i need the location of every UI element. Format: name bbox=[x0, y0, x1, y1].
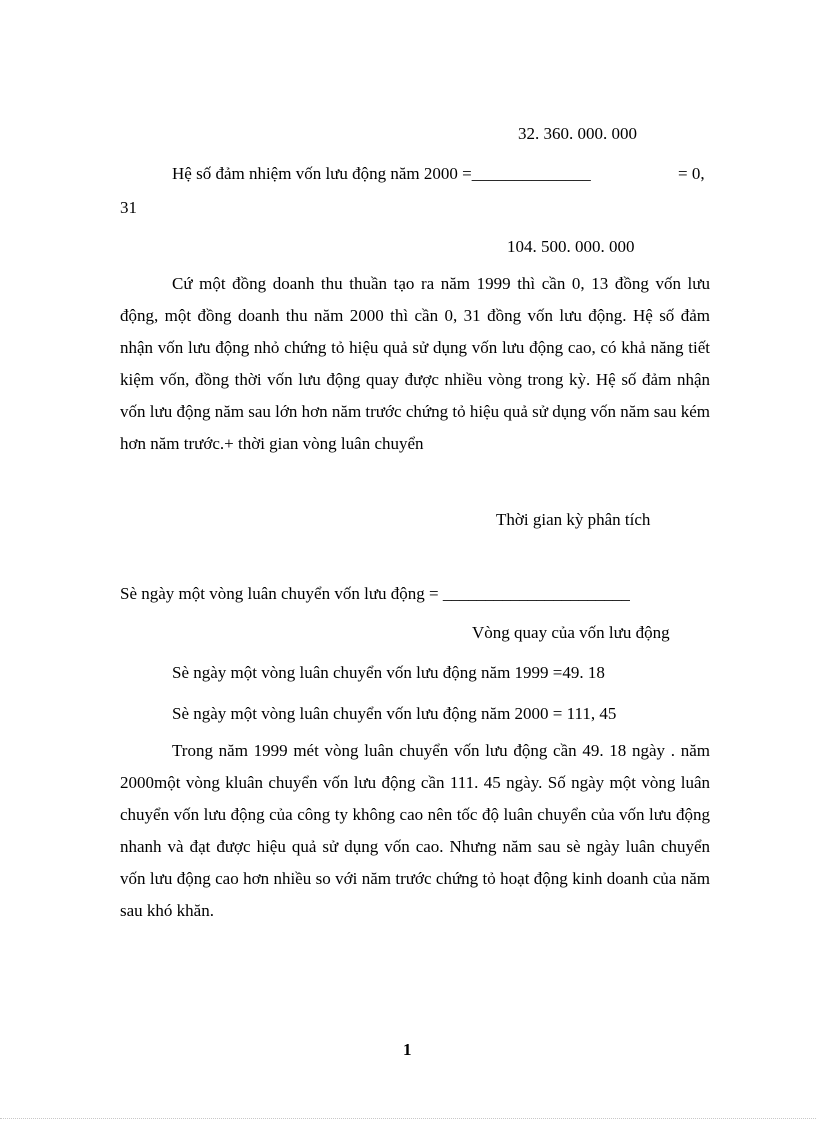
result-1999: Sè ngày một vòng luân chuyển vốn lưu động năm 1999 =49. 18 bbox=[172, 663, 605, 682]
page-bottom-divider bbox=[0, 1118, 816, 1119]
formula1-result: = 0, bbox=[678, 164, 705, 183]
formula1-numerator: 32. 360. 000. 000 bbox=[518, 124, 637, 143]
formula2-numerator: Thời gian kỳ phân tích bbox=[496, 510, 651, 529]
formula2-label: Sè ngày một vòng luân chuyển vốn lưu động = ______________________ bbox=[120, 584, 630, 603]
paragraph-1 bbox=[120, 268, 710, 460]
paragraph-2 bbox=[120, 735, 710, 927]
formula2-denominator: Vòng quay của vốn lưu động bbox=[472, 623, 670, 642]
formula1-denominator: 104. 500. 000. 000 bbox=[507, 237, 635, 256]
result-2000: Sè ngày một vòng luân chuyển vốn lưu động năm 2000 = 111, 45 bbox=[172, 704, 617, 723]
formula1-label: Hệ số đảm nhiệm vốn lưu động năm 2000 =______________ bbox=[172, 164, 591, 183]
formula1-result-continued: 31 bbox=[120, 198, 137, 217]
page-number: 1 bbox=[403, 1040, 412, 1059]
paragraph-1-text: Cứ một đồng doanh thu thuần tạo ra năm 1999 thì cần 0, 13 đồng vốn lưu động, một đồng doanh thu năm 2000 thì cần 0, 31 đồng vốn lưu động. Hệ số đảm nhận vốn lưu động nhỏ chứng tỏ hiệu quả sử dụng vốn lưu động cao, có khả năng tiết kiệm vốn, đồng thời vốn lưu động quay được nhiều vòng trong kỳ. Hệ số đảm nhận vốn lưu động năm sau lớn hơn năm trước chứng tỏ hiệu quả sử dụng vốn năm sau kém hơn năm trước.+ thời gian vòng luân chuyển bbox=[120, 274, 710, 453]
paragraph-2-text: Trong năm 1999 mét vòng luân chuyển vốn lưu động cần 49. 18 ngày . năm 2000một vòng kluân chuyển vốn lưu động cần 111. 45 ngày. Số ngày một vòng luân chuyển vốn lưu động của công ty không cao nên tốc độ luân chuyển của vốn lưu động nhanh và đạt được hiệu quả sử dụng vốn cao. Nhưng năm sau sè ngày luân chuyển vốn lưu động cao hơn nhiều so với năm trước chứng tỏ hoạt động kinh doanh của năm sau khó khăn. bbox=[120, 741, 710, 920]
